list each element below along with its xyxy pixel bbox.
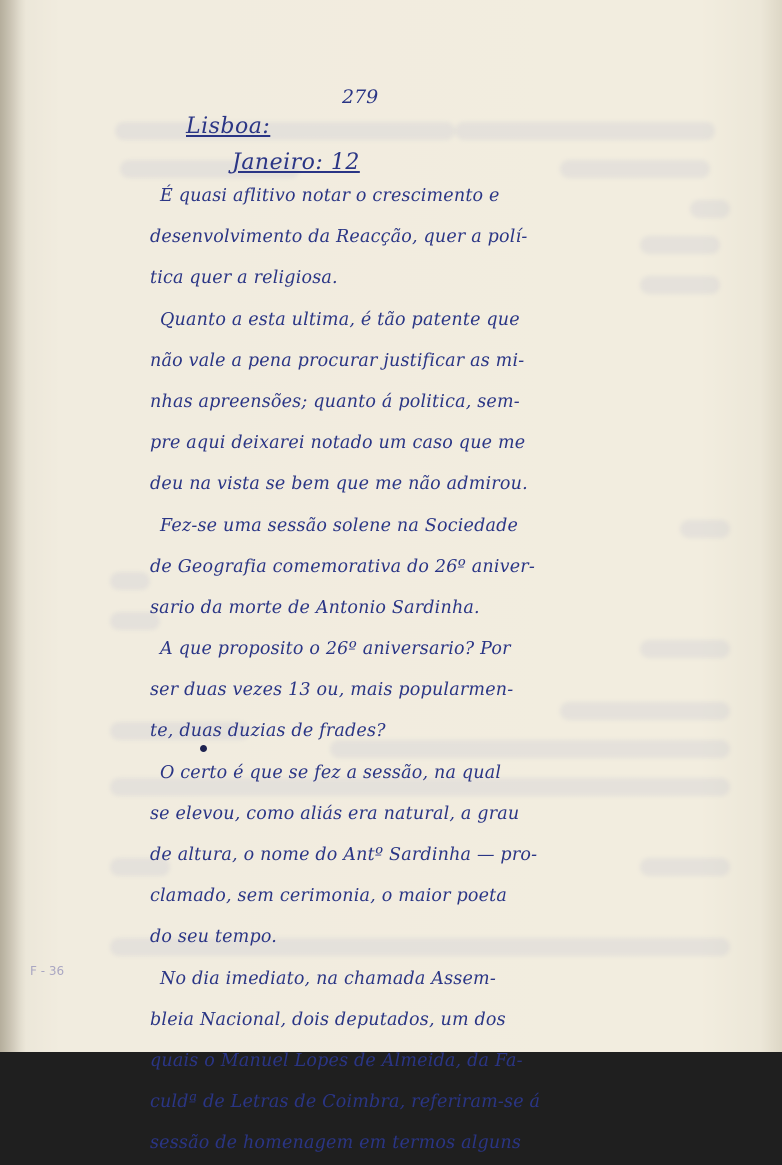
date-heading: Janeiro: 12	[232, 150, 360, 175]
text-line: ser duas vezes 13 ou, mais popularmen-	[150, 680, 514, 701]
text-line: sario da morte de Antonio Sardinha.	[150, 597, 480, 618]
text-line: Quanto a esta ultima, é tão patente que	[160, 309, 520, 330]
ink-blot	[200, 745, 207, 752]
text-line: se elevou, como aliás era natural, a grau	[150, 803, 520, 824]
text-line: No dia imediato, na chamada Assem-	[160, 968, 496, 989]
text-line: de Geografia comemorativa do 26º aniver-	[150, 556, 535, 577]
text-line: tica quer a religiosa.	[150, 268, 338, 289]
page-number: 279	[342, 86, 379, 108]
text-line: deu na vista se bem que me não admirou.	[150, 474, 528, 495]
text-line: nhas apreensões; quanto á politica, sem-	[150, 391, 520, 412]
text-line: A que proposito o 26º aniversario? Por	[160, 639, 511, 660]
text-line: te, duas duzias de frades?	[150, 721, 386, 742]
text-line: O certo é que se fez a sessão, na qual	[160, 762, 502, 783]
place-heading: Lisboa:	[186, 114, 271, 139]
text-line: não vale a pena procurar justificar as mi-	[150, 350, 525, 371]
text-line: clamado, sem cerimonia, o maior poeta	[150, 886, 508, 907]
text-line: desenvolvimento da Reacção, quer a polí-	[150, 227, 528, 248]
text-line: pre aqui deixarei notado um caso que me	[150, 433, 526, 454]
margin-mark: F - 36	[30, 964, 65, 978]
text-line: quais o Manuel Lopes de Almeida, da Fa-	[150, 1050, 523, 1071]
text-line: culdª de Letras de Coimbra, referiram-se á	[150, 1092, 541, 1113]
text-line: de altura, o nome do Antº Sardinha — pro-	[150, 845, 538, 865]
text-line: sessão de homenagem em termos alguns	[150, 1133, 522, 1154]
text-line: do seu tempo.	[150, 927, 278, 948]
text-line: bleia Nacional, dois deputados, um dos	[150, 1009, 506, 1030]
text-line: É quasi aflitivo notar o crescimento e	[160, 186, 500, 206]
handwritten-body	[150, 176, 610, 1165]
text-line: Fez-se uma sessão solene na Sociedade	[160, 515, 519, 536]
